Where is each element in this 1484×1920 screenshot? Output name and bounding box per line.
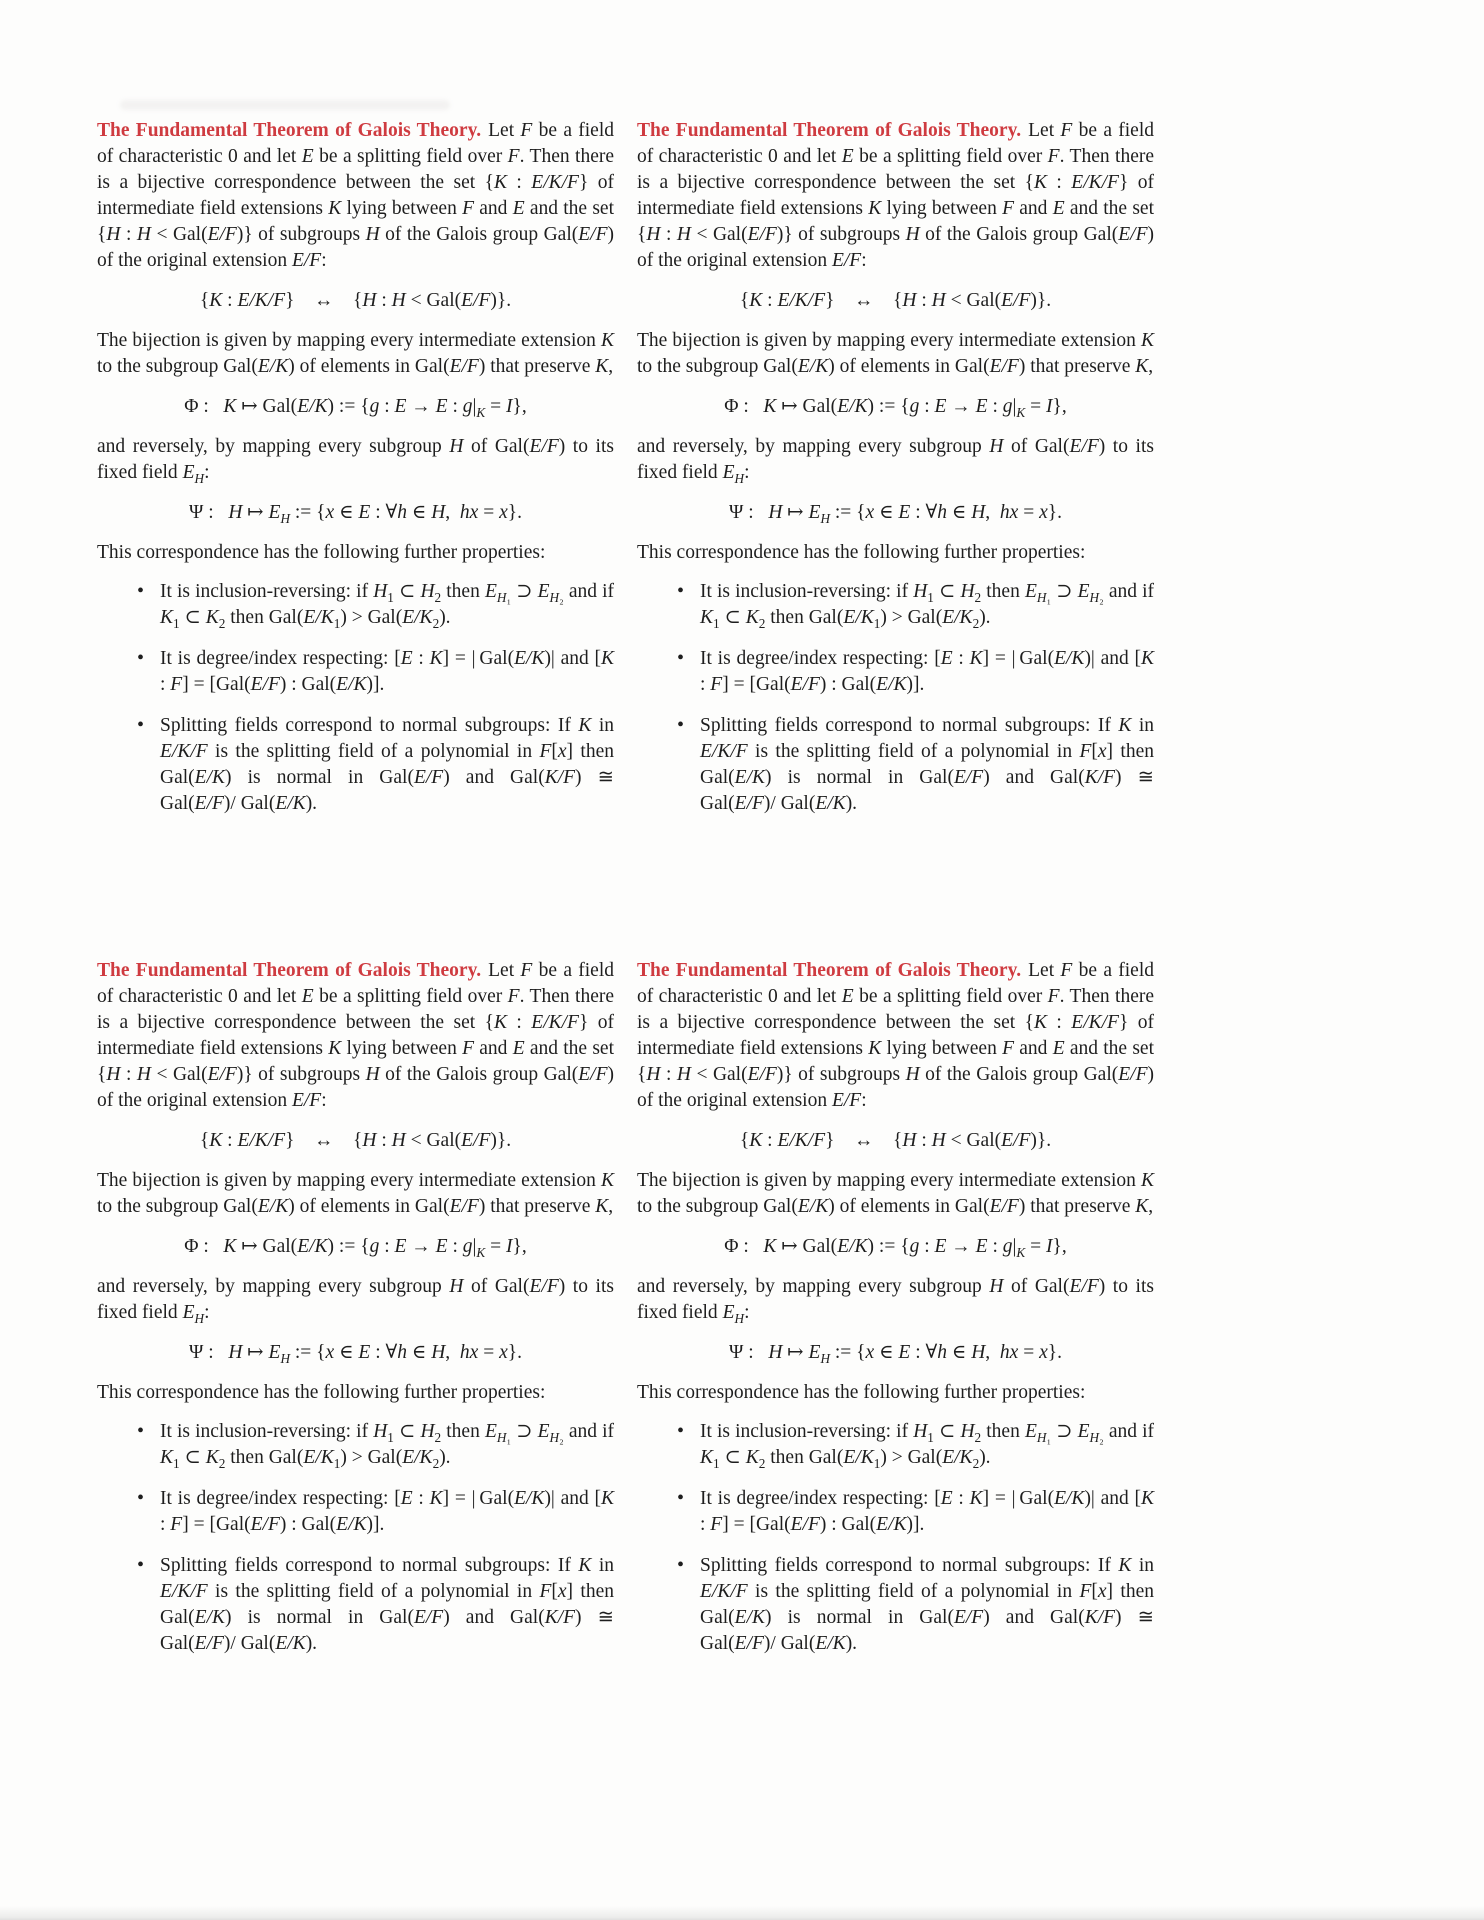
- property-degree-index: • It is degree/index respecting: [E : K] = | Gal(E/K)| and [K : F] = [Gal(E/F) : Gal(E/K)].: [160, 646, 614, 698]
- theorem-intro-text: Let F be a field of characteristic 0 and let E be a splitting field over F. Then there is a bijective correspondence between the set {K : E/K/F} of intermediate field extensions K lying between F and E and the set {H : H < Gal(E/F)} of subgroups H of the Galois group Gal(E/F) of the original extension E/F:: [637, 960, 1155, 1111]
- theorem-block-bottom-left: [97, 958, 614, 1672]
- display-phi-formula: Φ : K ↦ Gal(E/K) := {g : E → E : $g|_K = I$},: [184, 396, 527, 420]
- paragraph-bijection: The bijection is given by mapping every intermediate extension K to the subgroup Gal(E/K) of elements in Gal(E/F) that preserve K,: [97, 330, 614, 377]
- paragraph-bijection: The bijection is given by mapping every intermediate extension K to the subgroup Gal(E/K) of elements in Gal(E/F) that preserve K,: [97, 1170, 614, 1217]
- display-correspondence-formula: {K : E/K/F} ↔ {H : H < Gal(E/F)}.: [739, 290, 1052, 311]
- paragraph-properties-lead: This correspondence has the following further properties:: [637, 1382, 1086, 1403]
- display-phi-formula: Φ : K ↦ Gal(E/K) := {g : E → E : $g|_K = I$},: [724, 1236, 1067, 1260]
- theorem-title: The Fundamental Theorem of Galois Theory.: [97, 960, 482, 981]
- display-psi-formula: Ψ : H ↦ $E_H$ := {x ∈ E : ∀h ∈ H, hx = x}.: [729, 1342, 1062, 1366]
- property-normal-subgroups: • Splitting fields correspond to normal subgroups: If K in E/K/F is the splitting field of a polynomial in F[x] then Gal(E/K) is normal in Gal(E/F) and Gal(K/F) ≅ Gal(E/F)/ Gal(E/K).: [160, 1553, 614, 1657]
- paragraph-bijection: The bijection is given by mapping every intermediate extension K to the subgroup Gal(E/K) of elements in Gal(E/F) that preserve K,: [637, 330, 1154, 377]
- property-inclusion-reversing: • It is inclusion-reversing: if $H_1$ ⊂ $H_2$ then $E_{H_1}$ ⊃ $E_{H_2}$ and if $K_1$ ⊂ $K_2$ then $Gal(E/K_1) > Gal(E/K_2)$.: [160, 579, 614, 631]
- theorem-title: The Fundamental Theorem of Galois Theory.: [637, 960, 1022, 981]
- property-degree-index: • It is degree/index respecting: [E : K] = | Gal(E/K)| and [K : F] = [Gal(E/F) : Gal(E/K)].: [700, 646, 1154, 698]
- paragraph-bijection: The bijection is given by mapping every intermediate extension K to the subgroup Gal(E/K) of elements in Gal(E/F) that preserve K,: [637, 1170, 1154, 1217]
- theorem-block-bottom-right: [637, 958, 1154, 1672]
- display-psi-formula: Ψ : H ↦ $E_H$ := {x ∈ E : ∀h ∈ H, hx = x}.: [189, 502, 522, 526]
- display-correspondence-formula: {K : E/K/F} ↔ {H : H < Gal(E/F)}.: [199, 1130, 512, 1151]
- theorem-intro-text: Let F be a field of characteristic 0 and let E be a splitting field over F. Then there is a bijective correspondence between the set {K : E/K/F} of intermediate field extensions K lying between F and E and the set {H : H < Gal(E/F)} of subgroups H of the Galois group Gal(E/F) of the original extension E/F:: [97, 960, 615, 1111]
- theorem-heading-paragraph: [637, 118, 1154, 274]
- theorem-block-top-right: [637, 118, 1154, 832]
- paragraph-properties-lead: This correspondence has the following further properties:: [97, 1382, 546, 1403]
- property-degree-index: • It is degree/index respecting: [E : K] = | Gal(E/K)| and [K : F] = [Gal(E/F) : Gal(E/K)].: [160, 1486, 614, 1538]
- paragraph-properties-lead: This correspondence has the following further properties:: [97, 542, 546, 563]
- property-normal-subgroups: • Splitting fields correspond to normal subgroups: If K in E/K/F is the splitting field of a polynomial in F[x] then Gal(E/K) is normal in Gal(E/F) and Gal(K/F) ≅ Gal(E/F)/ Gal(E/K).: [160, 713, 614, 817]
- display-correspondence-formula: {K : E/K/F} ↔ {H : H < Gal(E/F)}.: [199, 290, 512, 311]
- property-degree-index: • It is degree/index respecting: [E : K] = | Gal(E/K)| and [K : F] = [Gal(E/F) : Gal(E/K)].: [700, 1486, 1154, 1538]
- properties-list: [97, 1419, 614, 1657]
- scan-artifact-smudge: [120, 100, 450, 110]
- paragraph-reverse-mapping: and reversely, by mapping every subgroup H of Gal(E/F) to its fixed field $E_H$:: [637, 1276, 1154, 1326]
- display-psi-formula: Ψ : H ↦ $E_H$ := {x ∈ E : ∀h ∈ H, hx = x}.: [729, 502, 1062, 526]
- paragraph-properties-lead: This correspondence has the following further properties:: [637, 542, 1086, 563]
- paragraph-reverse-mapping: and reversely, by mapping every subgroup H of Gal(E/F) to its fixed field $E_H$:: [97, 436, 614, 486]
- theorem-title: The Fundamental Theorem of Galois Theory.: [637, 120, 1022, 141]
- display-correspondence-formula: {K : E/K/F} ↔ {H : H < Gal(E/F)}.: [739, 1130, 1052, 1151]
- display-phi-formula: Φ : K ↦ Gal(E/K) := {g : E → E : $g|_K = I$},: [724, 396, 1067, 420]
- theorem-block-top-left: [97, 118, 614, 832]
- theorem-intro-text: Let F be a field of characteristic 0 and let E be a splitting field over F. Then there is a bijective correspondence between the set {K : E/K/F} of intermediate field extensions K lying between F and E and the set {H : H < Gal(E/F)} of subgroups H of the Galois group Gal(E/F) of the original extension E/F:: [97, 120, 615, 271]
- scan-artifact-bottom-edge: [0, 1906, 1484, 1920]
- property-inclusion-reversing: • It is inclusion-reversing: if $H_1$ ⊂ $H_2$ then $E_{H_1}$ ⊃ $E_{H_2}$ and if $K_1$ ⊂ $K_2$ then $Gal(E/K_1) > Gal(E/K_2)$.: [700, 1419, 1154, 1471]
- theorem-intro-text: Let F be a field of characteristic 0 and let E be a splitting field over F. Then there is a bijective correspondence between the set {K : E/K/F} of intermediate field extensions K lying between F and E and the set {H : H < Gal(E/F)} of subgroups H of the Galois group Gal(E/F) of the original extension E/F:: [637, 120, 1155, 271]
- theorem-heading-paragraph: [97, 118, 614, 274]
- theorem-heading-paragraph: [637, 958, 1154, 1114]
- properties-list: [637, 1419, 1154, 1657]
- paragraph-reverse-mapping: and reversely, by mapping every subgroup H of Gal(E/F) to its fixed field $E_H$:: [97, 1276, 614, 1326]
- paragraph-reverse-mapping: and reversely, by mapping every subgroup H of Gal(E/F) to its fixed field $E_H$:: [637, 436, 1154, 486]
- property-inclusion-reversing: • It is inclusion-reversing: if $H_1$ ⊂ $H_2$ then $E_{H_1}$ ⊃ $E_{H_2}$ and if $K_1$ ⊂ $K_2$ then $Gal(E/K_1) > Gal(E/K_2)$.: [700, 579, 1154, 631]
- theorem-heading-paragraph: [97, 958, 614, 1114]
- display-psi-formula: Ψ : H ↦ $E_H$ := {x ∈ E : ∀h ∈ H, hx = x}.: [189, 1342, 522, 1366]
- display-phi-formula: Φ : K ↦ Gal(E/K) := {g : E → E : $g|_K = I$},: [184, 1236, 527, 1260]
- property-inclusion-reversing: • It is inclusion-reversing: if $H_1$ ⊂ $H_2$ then $E_{H_1}$ ⊃ $E_{H_2}$ and if $K_1$ ⊂ $K_2$ then $Gal(E/K_1) > Gal(E/K_2)$.: [160, 1419, 614, 1471]
- properties-list: [637, 579, 1154, 817]
- properties-list: [97, 579, 614, 817]
- property-normal-subgroups: • Splitting fields correspond to normal subgroups: If K in E/K/F is the splitting field of a polynomial in F[x] then Gal(E/K) is normal in Gal(E/F) and Gal(K/F) ≅ Gal(E/F)/ Gal(E/K).: [700, 1553, 1154, 1657]
- theorem-title: The Fundamental Theorem of Galois Theory.: [97, 120, 482, 141]
- property-normal-subgroups: • Splitting fields correspond to normal subgroups: If K in E/K/F is the splitting field of a polynomial in F[x] then Gal(E/K) is normal in Gal(E/F) and Gal(K/F) ≅ Gal(E/F)/ Gal(E/K).: [700, 713, 1154, 817]
